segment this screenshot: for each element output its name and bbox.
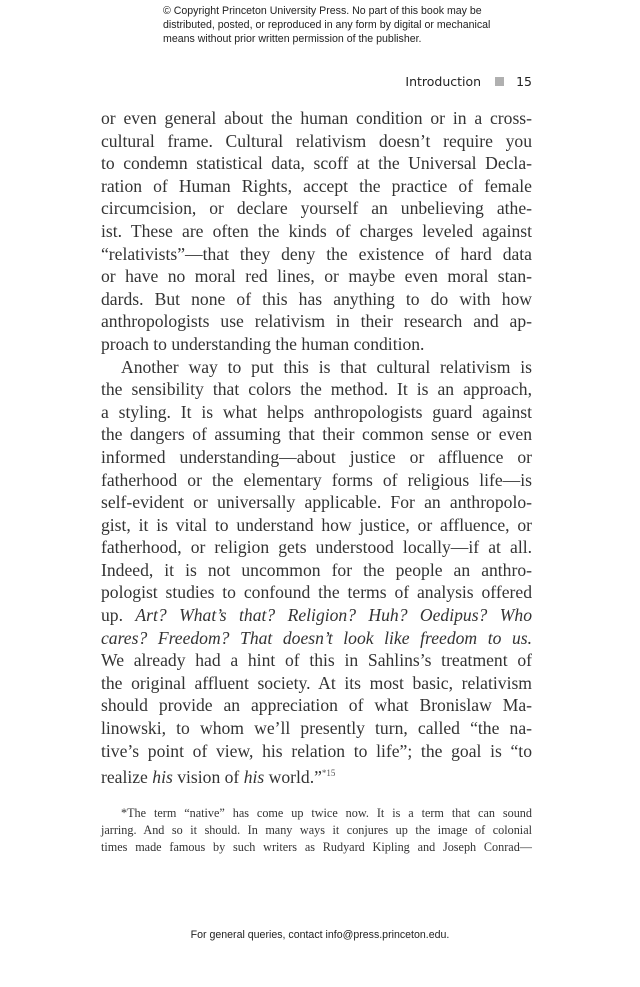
text-line: We already had a hint of this in Sahlins’s treatment of: [101, 650, 532, 671]
text-line: [101, 604, 532, 627]
text-line: the dangers of assuming that their common sense or even: [101, 424, 532, 445]
text-line: to condemn statistical data, scoff at the Universal Decla-: [101, 153, 532, 174]
text-line: cultural frame. Cultural relativism doesn’t require you: [101, 130, 532, 151]
text-line: [101, 627, 532, 650]
text-line: ist. These are often the kinds of charges leveled against: [101, 220, 532, 241]
copyright-line: means without prior written permission of the publisher.: [163, 33, 422, 46]
body-text: [101, 107, 532, 789]
paragraph-1: [101, 107, 532, 356]
text-line: anthropologists use relativism in their research and ap-: [101, 311, 532, 332]
italic-text: Art? What’s that? Religion? Huh? Oedipus? Who: [135, 605, 532, 626]
copyright-notice: [163, 4, 523, 47]
text-run: up.: [101, 605, 136, 626]
text-line: gist, it is vital to understand how justice, or affluence, or: [101, 514, 532, 535]
text-line: dards. But none of this has anything to do with how: [101, 288, 532, 309]
square-separator-icon: [495, 77, 504, 86]
text-line: Another way to put this is that cultural relativism is: [121, 356, 532, 377]
footnote-line: jarring. And so it should. In many ways it conjures up the image of colonial: [101, 823, 532, 837]
text-line: informed understanding—about justice or affluence or: [101, 446, 532, 467]
italic-text: cares? Freedom? That doesn’t look like freedom to us.: [101, 627, 532, 648]
text-run: world.”: [264, 767, 322, 788]
text-line: “relativists”—that they deny the existence of hard data: [101, 243, 532, 264]
text-line: fatherhood or the elementary forms of religious life—is: [101, 469, 532, 490]
running-head: [405, 74, 532, 89]
footnote-reference[interactable]: *15: [321, 768, 336, 779]
text-line: should provide an appreciation of what Bronislaw Ma-: [101, 695, 532, 716]
paragraph-2: [101, 356, 532, 789]
text-line: pologist studies to confound the terms of analysis offered: [101, 582, 532, 603]
text-line: a styling. It is what helps anthropologists guard against: [101, 401, 532, 422]
text-line: the sensibility that colors the method. It is an approach,: [101, 379, 532, 400]
italic-text: his: [243, 767, 265, 788]
text-run: realize: [101, 767, 153, 788]
text-line: or have no moral red lines, or maybe even moral stan-: [101, 266, 532, 287]
copyright-line: distributed, posted, or reproduced in any form by digital or mechanical: [163, 19, 491, 32]
text-line: proach to understanding the human condition.: [101, 333, 425, 354]
text-line: tive’s point of view, his relation to life”; the goal is “to: [101, 740, 532, 761]
section-title: Introduction: [405, 74, 482, 89]
footnote-line: times made famous by such writers as Rudyard Kipling and Joseph Conrad—: [101, 840, 532, 854]
text-line: or even general about the human condition or in a cross-: [101, 108, 532, 128]
text-line: circumcision, or declare yourself an unbelieving athe-: [101, 198, 532, 219]
text-run: vision of: [172, 767, 244, 788]
footnote-line: *The term “native” has come up twice now. It is a term that can sound: [121, 806, 532, 820]
text-line: ration of Human Rights, accept the practice of female: [101, 175, 532, 196]
page-footer: For general queries, contact info@press.princeton.edu.: [190, 929, 450, 941]
text-line: Indeed, it is not uncommon for the people an anthro-: [101, 559, 532, 580]
text-line: the original affluent society. At its most basic, relativism: [101, 672, 532, 693]
page-number: 15: [516, 74, 532, 89]
text-line: self-evident or universally applicable. For an anthropolo-: [101, 492, 532, 513]
italic-text: his: [152, 767, 173, 788]
copyright-line: © Copyright Princeton University Press. No part of this book may be: [163, 5, 482, 17]
footnote: [101, 805, 532, 856]
text-line: fatherhood, or religion gets understood locally—if at all.: [101, 537, 532, 558]
text-line: linowski, to whom we’ll presently turn, called “the na-: [101, 718, 532, 739]
text-line: [101, 762, 532, 789]
